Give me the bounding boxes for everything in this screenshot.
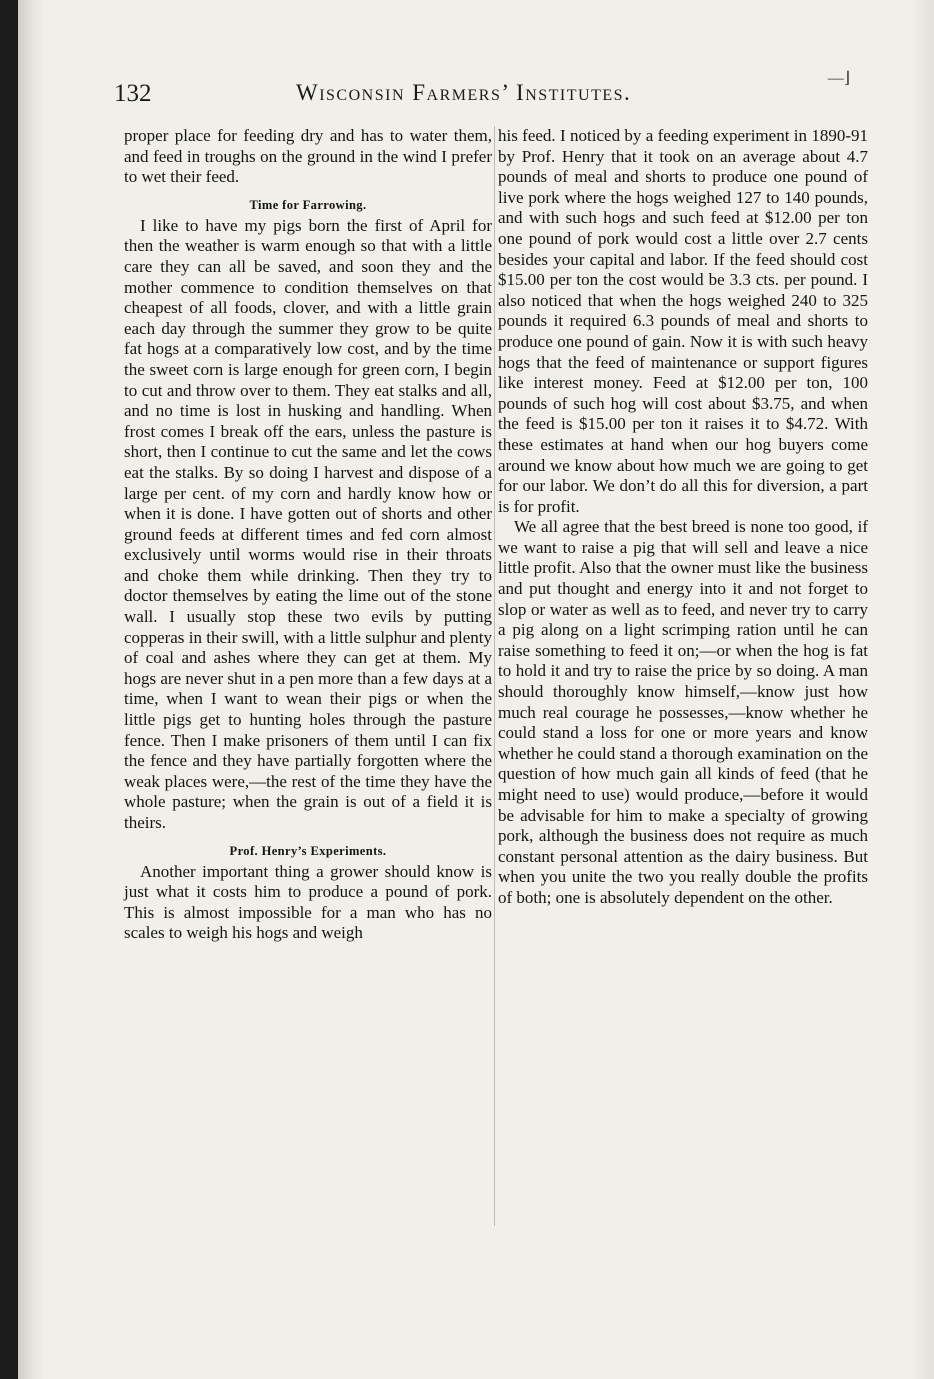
running-title: Wisconsin Farmers’ Institutes. bbox=[296, 80, 632, 105]
print-mark: —⌋ bbox=[827, 70, 850, 87]
left-paragraph-3: Another important thing a grower should know is just what it costs him to produce a pound of pork. This is almost impossible for a man who has no scales to weigh his hogs and weigh bbox=[124, 861, 492, 943]
book-page bbox=[18, 0, 934, 1379]
section-heading-experiments: Prof. Henry’s Experiments. bbox=[229, 843, 387, 858]
page-header bbox=[114, 70, 854, 120]
page-edge-shadow bbox=[912, 0, 934, 1379]
page-gutter-shadow bbox=[18, 0, 44, 1379]
right-column bbox=[498, 126, 868, 909]
right-paragraph-2: We all agree that the best breed is none too good, if we want to raise a pig that will sell and leave a nice little profit. Also that the owner must like the business and put thought and energy into it and not forget to slop or water as well as to feed, and never try to carry a pig along on a light scrimping ration until he can raise something to feed it on;—or when the hog is fat to hold it and try to raise the price by so doing. A man should thoroughly know himself,—know just how much real courage he possesses,—know whether he could stand a loss for one or more years and know whether he could stand a thorough examination on the question of how much gain all kinds of feed (that he might need to use) would produce,—before it would be advisable for him to make a specialty of growing pork, although the business does not require as much constant personal attention as the dairy business. But when you unite the two you really double the profits of both; one is absolutely dependent on the other. bbox=[498, 517, 868, 907]
right-paragraph-1: his feed. I noticed by a feeding experiment in 1890-91 by Prof. Henry that it took on an average about 4.7 pounds of meal and shorts to produce one pound of live pork where the hogs weighed 127 to 140 pounds, and with such hogs and such feed at $12.00 per ton one pound of pork would cost a little over 2.7 cents besides your capital and labor. If the feed should cost $15.00 per ton the cost would be 3.3 cts. per pound. I also noticed that when the hogs weighed 240 to 325 pounds it required 6.3 pounds of meal and shorts to produce one pound of gain. Now it is with such heavy hogs that the feed of maintenance or support figures like interest money. Feed at $12.00 per ton, 100 pounds of such hog will cost about $3.75, and when the feed is $15.00 per ton it raises it to $4.72. With these estimates at hand when our hog buyers come around we know about how much we are going to get for our labor. We don’t do all this for diversion, a part is for profit. bbox=[498, 126, 868, 516]
left-paragraph-1: proper place for feeding dry and has to water them, and feed in troughs on the ground in the wind I prefer to wet their feed. bbox=[124, 126, 492, 187]
section-heading-farrowing: Time for Farrowing. bbox=[249, 197, 367, 212]
left-paragraph-2: I like to have my pigs born the first of April for then the weather is warm enough so that with a little care they can all be saved, and soon they and the mother commence to condition themselves on that cheapest of all foods, clover, and with a little grain each day through the summer they grow to be quite fat hogs at a comparatively low cost, and by the time the sweet corn is large enough for green corn, I begin to cut and throw over to them. They eat stalks and all, and no time is lost in husking and handling. When frost comes I break off the ears, unless the pasture is short, then I continue to cut the same and let the cows eat the stalks. By so doing I harvest and dispose of a large per cent. of my corn and hardly know how or when it is done. I have gotten out of shorts and other ground feeds at different times and fed corn almost exclusively until worms would rise in their throats and choke them while drinking. Then they try to doctor themselves by eating the lime out of the stone wall. I usually stop these two evils by putting copperas in their swill, with a little sulphur and plenty of coal and ashes where they can get at them. My hogs are never shut in a pen more than a few days at a time, when I want to wean their pigs or when the little pigs get to hunting holes through the pasture fence. Then I make prisoners of them until I can fix the fence and they have partially forgotten where the weak places were,—the rest of the time they have the whole pasture; when the grain is out of a field it is theirs. bbox=[124, 215, 492, 832]
left-column bbox=[124, 126, 492, 944]
column-divider bbox=[494, 126, 495, 1226]
page-number: 132 bbox=[114, 80, 152, 107]
